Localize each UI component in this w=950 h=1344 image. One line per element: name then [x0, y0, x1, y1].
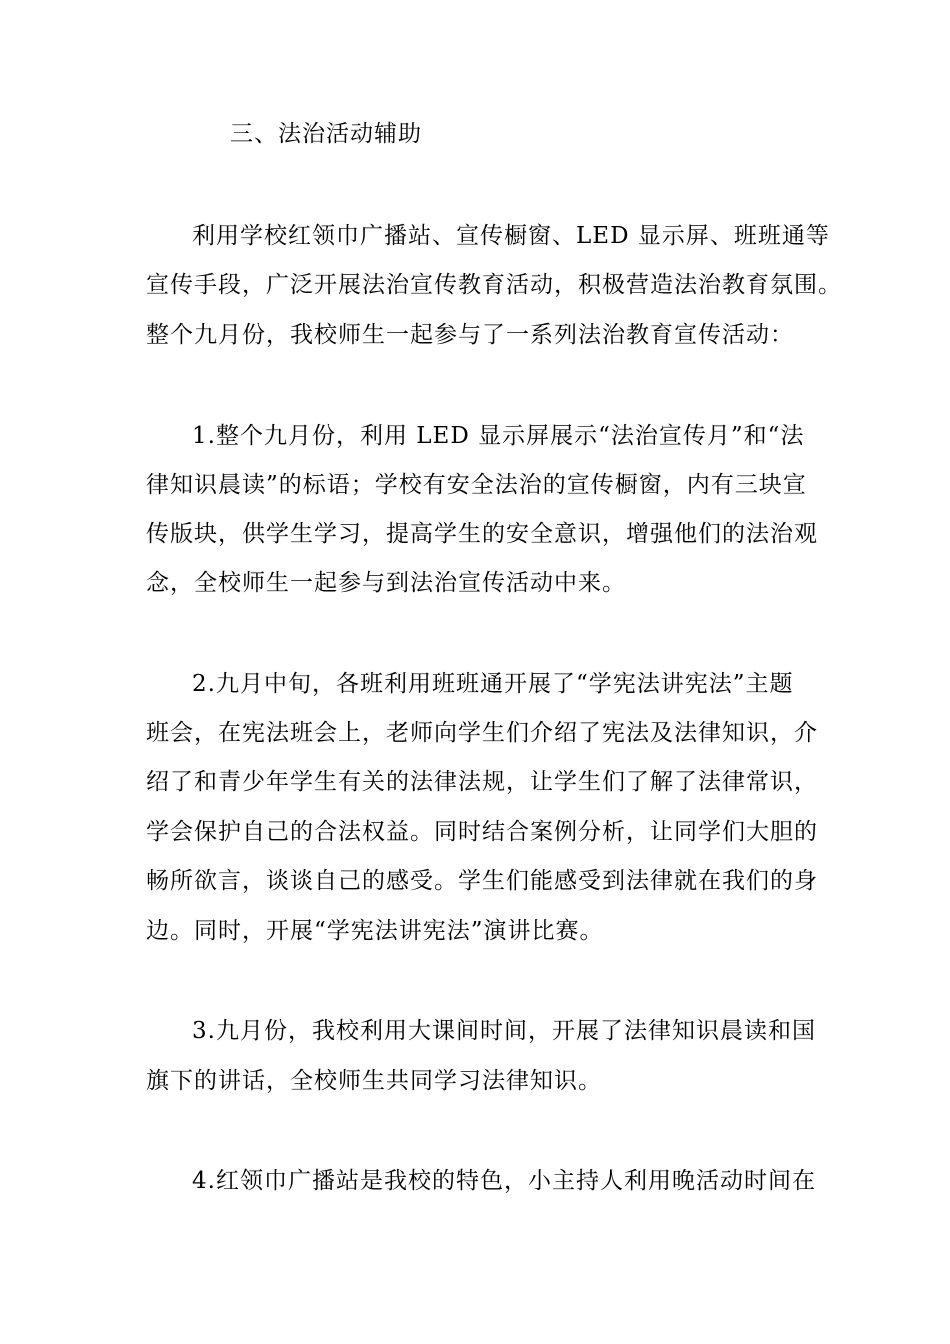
paragraph-line: 宣传手段，广泛开展法治宣传教育活动，积极营造法治教育氛围。: [146, 272, 842, 298]
paragraph-line: 学会保护自己的合法权益。同时结合案例分析，让同学们大胆的: [146, 819, 818, 845]
paragraph-line: 念，全校师生一起参与到法治宣传活动中来。: [146, 570, 626, 596]
paragraph-line: 律知识晨读”的标语；学校有安全法治的宣传橱窗，内有三块宣: [146, 472, 807, 498]
paragraph-line: 畅所欲言，谈谈自己的感受。学生们能感受到法律就在我们的身: [146, 868, 818, 894]
section-heading: 三、法治活动辅助: [230, 121, 422, 147]
paragraph-line: 2.九月中旬，各班利用班班通开展了“学宪法讲宪法”主题: [192, 671, 794, 697]
paragraph-line: 绍了和青少年学生有关的法律法规，让学生们了解了法律常识，: [146, 769, 818, 795]
paragraph-line: 传版块，供学生学习，提高学生的安全意识，增强他们的法治观: [146, 521, 818, 547]
paragraph-line: 整个九月份，我校师生一起参与了一系列法治教育宣传活动：: [146, 322, 794, 348]
paragraph-line: 3.九月份，我校利用大课间时间，开展了法律知识晨读和国: [192, 1018, 816, 1044]
paragraph-line: 4.红领巾广播站是我校的特色，小主持人利用晚活动时间在: [192, 1168, 816, 1194]
paragraph-line: 旗下的讲话，全校师生共同学习法律知识。: [146, 1068, 602, 1094]
paragraph-line: 班会，在宪法班会上，老师向学生们介绍了宪法及法律知识，介: [146, 720, 818, 746]
paragraph-line: 利用学校红领巾广播站、宣传橱窗、LED 显示屏、班班通等: [192, 223, 830, 249]
paragraph-line: 边。同时，开展“学宪法讲宪法”演讲比赛。: [146, 918, 604, 944]
paragraph-line: 1.整个九月份，利用 LED 显示屏展示“法治宣传月”和“法: [192, 423, 805, 449]
